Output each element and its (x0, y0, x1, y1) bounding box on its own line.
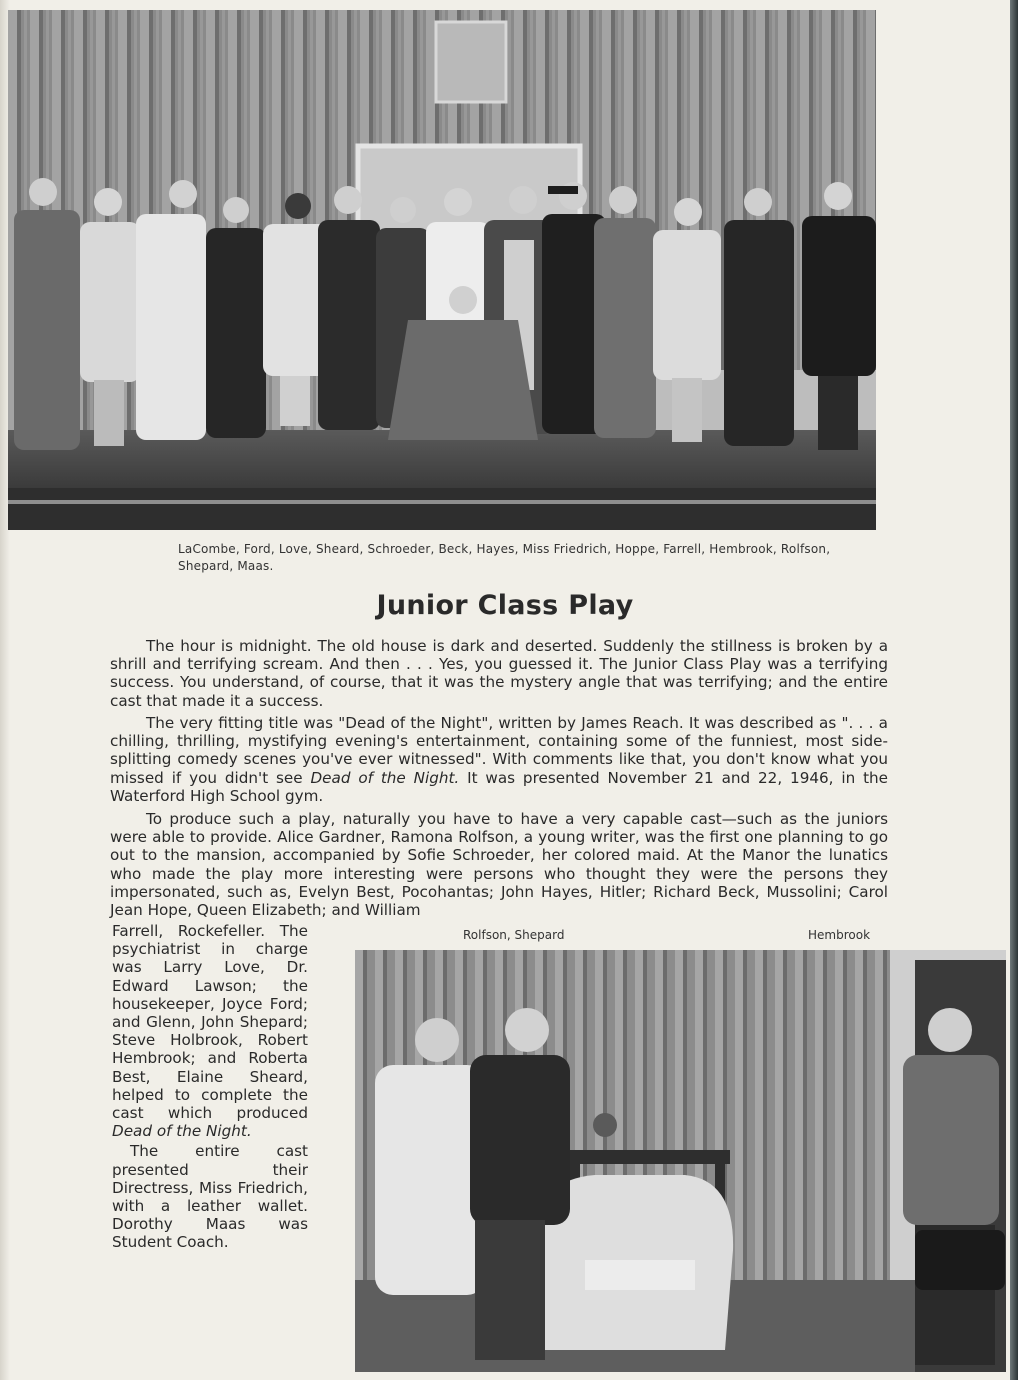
paragraph-1 (110, 637, 888, 710)
paragraph-2-text (110, 714, 888, 805)
cast-photo-caption: LaCombe, Ford, Love, Sheard, Schroeder, Beck, Hayes, Miss Friedrich, Hoppe, Farrell, Hembrook, Rolfson, Shepard, Maas. (178, 542, 831, 573)
paragraph-2-play-title: Dead of the Night. (310, 768, 460, 787)
paragraph-1-text: The hour is midnight. The old house is dark and deserted. Suddenly the stillness is broken by a shrill and terrifying scream. And then . . . Yes, you guessed it. The Junior Class Play was a terrifying success. You understand, of course, that it was the mystery angle that was terrifying; and the entire cast that made it a success. (110, 637, 888, 710)
side-column-text (112, 922, 308, 1252)
paragraph-2-part-a: The very fitting title was "Dead of the Night", written by James Reach. It was described as ". . . a chilling, thrilling, mystifying evening's entertainment, containing some of the funniest, most side-splitting comedy scenes you've ever witnessed". With comments like that, you don't know what you missed if you didn't see (110, 714, 888, 787)
paragraph-2-part-b: It was presented November 21 and 22, 1946, in the Waterford High School gym. (110, 768, 889, 805)
scene-photo-caption-right: Hembrook (808, 928, 871, 942)
side-column-part-a: Farrell, Rockefeller. The psychiatrist in charge was Larry Love, Dr. Edward Lawson; the housekeeper, Joyce Ford; and Glenn, John Shepard; Steve Holbrook, Robert Hembrook; and Roberta Best, Elaine Sheard, helped to complete the cast which produced (112, 922, 308, 1123)
paragraph-3 (110, 810, 888, 919)
side-column-paragraph-2: The entire cast presented their Directress, Miss Friedrich, with a leather wallet. Dorothy Maas was Student Coach. (112, 1142, 308, 1252)
paragraph-2 (110, 714, 888, 805)
cast-group-photo (8, 10, 876, 530)
page-edge (1010, 0, 1018, 1380)
scene-photo (355, 950, 1006, 1372)
page-title: Junior Class Play (376, 590, 634, 621)
paragraph-3-text: To produce such a play, naturally you have to have a very capable cast—such as the juniors were able to provide. Alice Gardner, Ramona Rolfson, a young writer, was the first one planning to go out to the mansion, accompanied by Sofie Schroeder, her colored maid. At the Manor the lunatics who made the play more interesting were persons who thought they were the persons they impersonated, such as, Evelyn Best, Pocohantas; John Hayes, Hitler; Richard Beck, Mussolini; Carol Jean Hope, Queen Elizabeth; and William (110, 810, 888, 920)
side-column-paragraph-1 (112, 922, 308, 1140)
side-column-play-title: Dead of the Night. (112, 1122, 252, 1141)
scene-photo-caption-left: Rolfson, Shepard (463, 928, 565, 942)
